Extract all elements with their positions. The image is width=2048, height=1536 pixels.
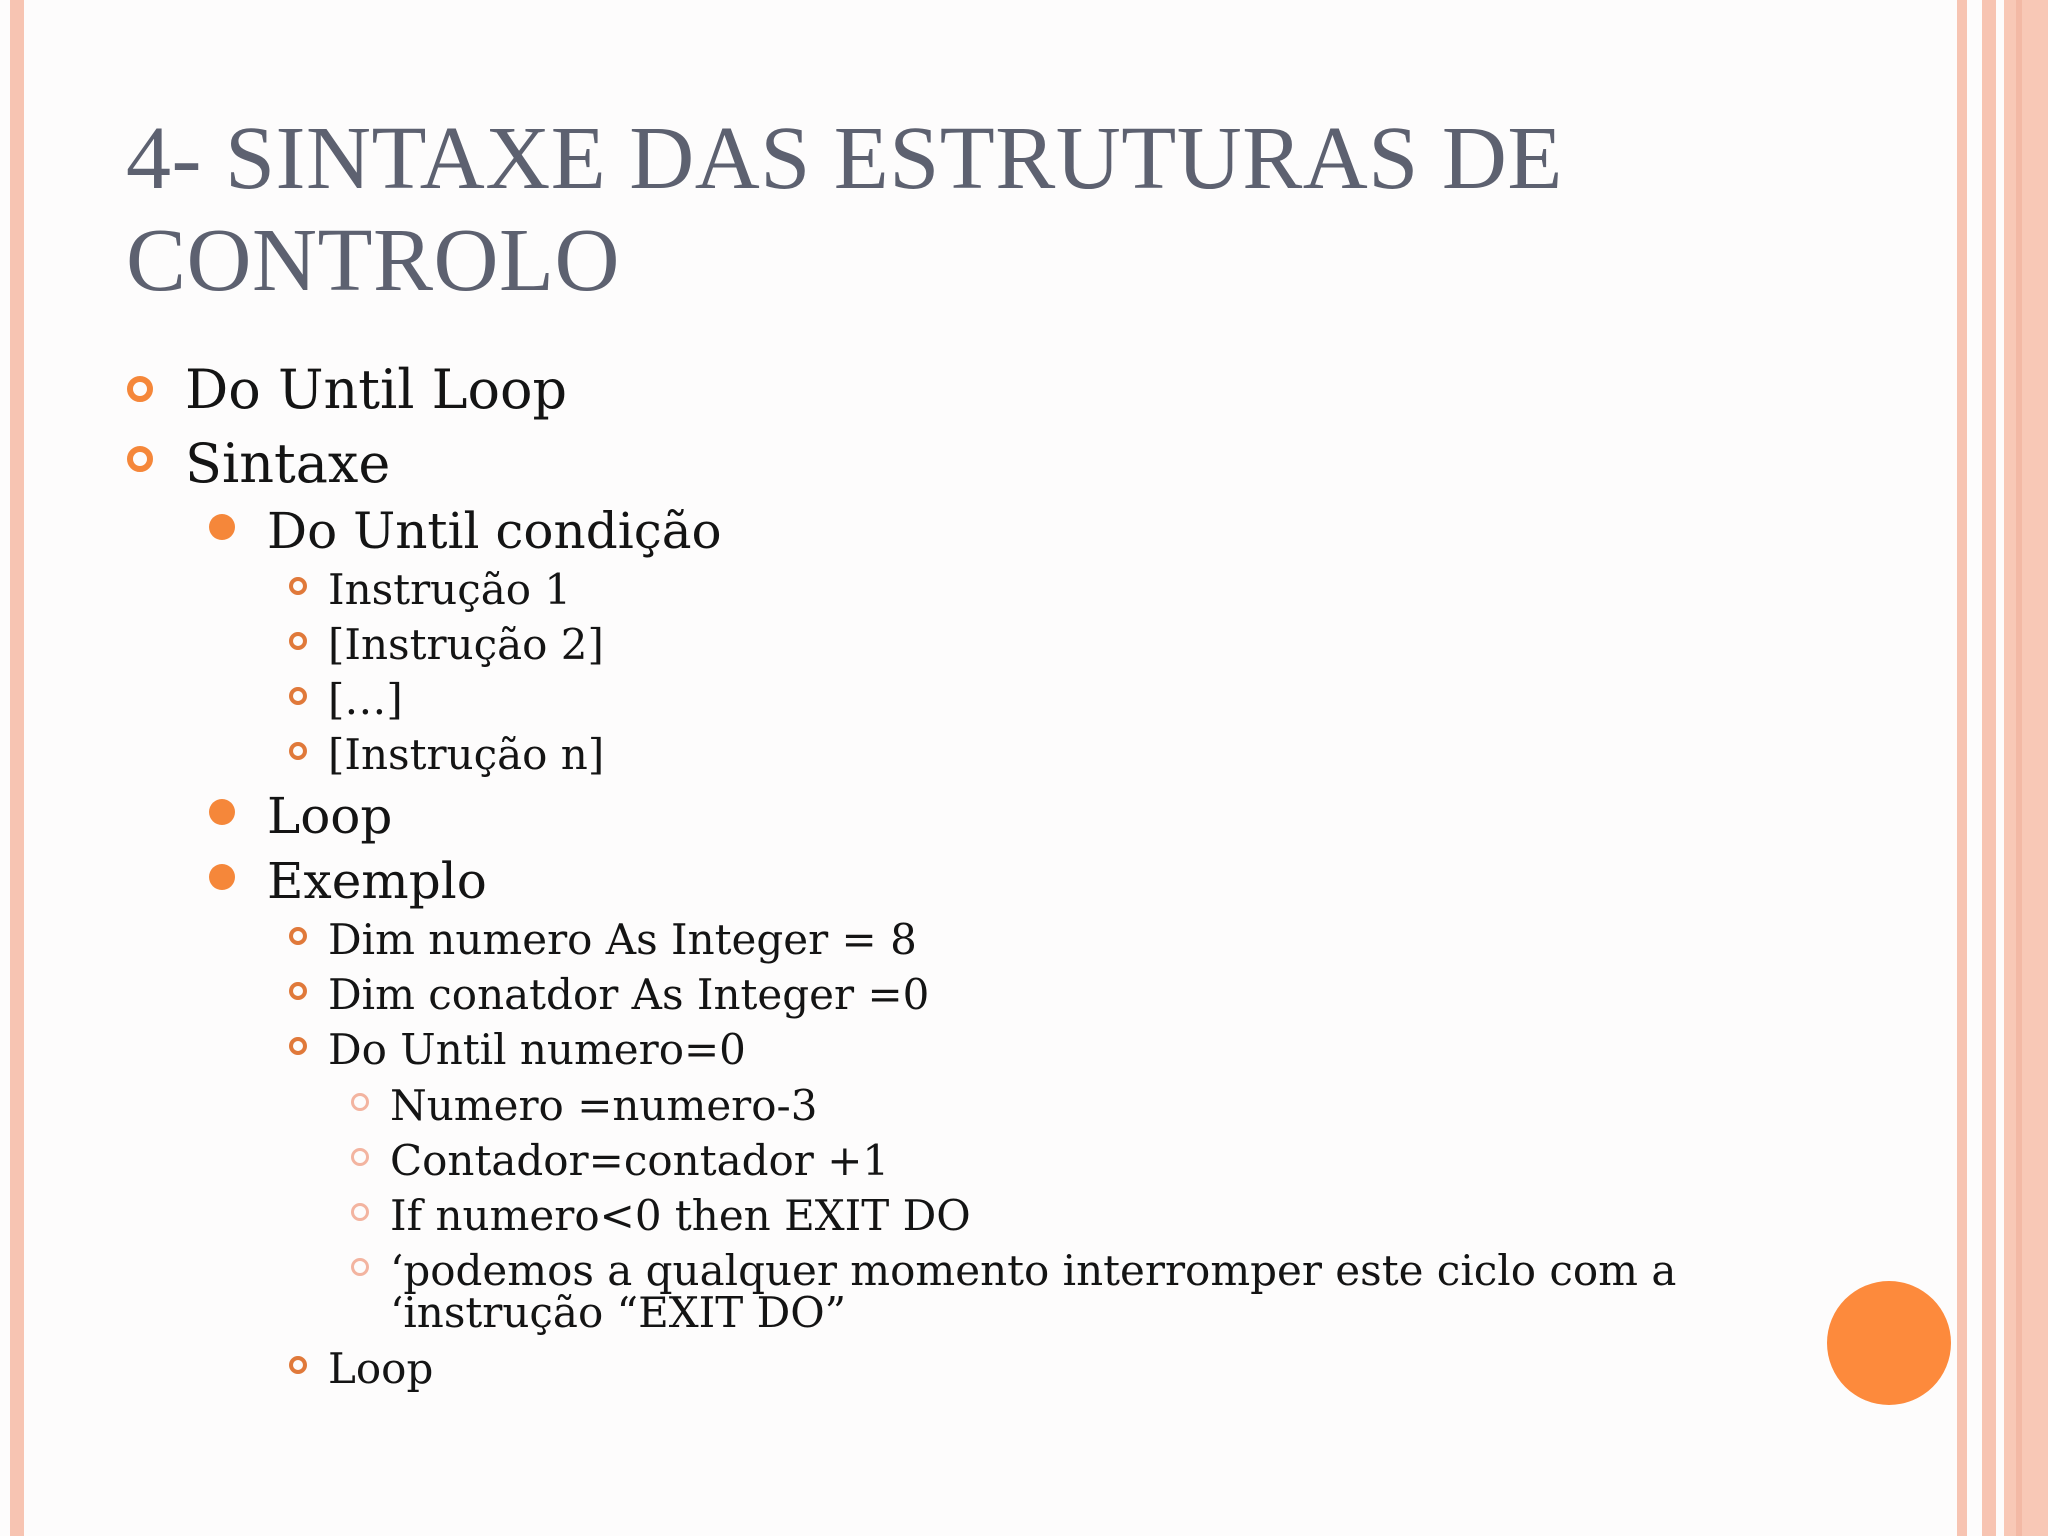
bullet-item-dim-numero [328, 915, 917, 965]
ring-bullet-icon [351, 1203, 369, 1221]
bullet-text: Contador=contador +1 [390, 1136, 890, 1185]
bullet-item-numero-menos-3 [390, 1081, 1690, 1130]
right-border-line [2016, 0, 2022, 1536]
ring-bullet-icon [289, 687, 307, 705]
bullet-text: If numero<0 then EXIT DO [390, 1191, 971, 1240]
bullet-text: Loop [328, 1344, 434, 1393]
bullet-text: Loop [267, 787, 393, 845]
ring-bullet-icon [351, 1258, 369, 1276]
bullet-item-if-exit-do [390, 1191, 1690, 1240]
bullet-text: [Instrução 2] [328, 620, 604, 669]
bullet-text: […] [328, 675, 403, 724]
bullet-text: Dim conatdor As Integer =0 [328, 970, 930, 1019]
dot-bullet-icon [209, 799, 235, 825]
bullet-item-do-until-numero [328, 1025, 746, 1075]
bullet-text: Numero =numero-3 [390, 1081, 818, 1130]
right-border-band [2004, 0, 2048, 1536]
ring-bullet-icon [289, 1356, 307, 1374]
bullet-text: Do Until condição [267, 502, 722, 560]
bullet-item-dim-contador [328, 970, 929, 1020]
bullet-item-instrucao-n [328, 730, 604, 780]
bullet-item-do-until-condicao [267, 501, 722, 561]
bullet-text: Dim numero As Integer = 8 [328, 915, 917, 964]
right-border-stripe [1982, 0, 1996, 1536]
bullet-item-instrucao-2 [328, 620, 604, 670]
ring-bullet-icon [127, 446, 153, 472]
bullet-text: Instrução 1 [328, 565, 572, 614]
bullet-item-exemplo [267, 851, 487, 911]
right-border-stripe [1957, 0, 1967, 1536]
bullet-text: Do Until numero=0 [328, 1025, 746, 1074]
bullet-text: Do Until Loop [185, 358, 568, 421]
bullet-text: ‘podemos a qualquer momento interromper este ciclo com a ‘instrução “EXIT DO” [390, 1246, 1677, 1337]
ring-bullet-icon [289, 742, 307, 760]
decorative-circle [1827, 1281, 1951, 1405]
dot-bullet-icon [209, 864, 235, 890]
ring-bullet-icon [289, 927, 307, 945]
bullet-item-comment [390, 1246, 1690, 1337]
ring-bullet-icon [351, 1093, 369, 1111]
ring-bullet-icon [127, 376, 153, 402]
dot-bullet-icon [209, 514, 235, 540]
ring-bullet-icon [289, 1037, 307, 1055]
bullet-item-loop-end [328, 1344, 433, 1394]
bullet-text: Sintaxe [185, 432, 391, 495]
slide-title: 4- SINTAXE DAS ESTRUTURAS DE CONTROLO [126, 109, 1563, 310]
bullet-item-ellipsis [328, 675, 403, 725]
bullet-item-loop [267, 786, 392, 846]
bullet-item-sintaxe [185, 432, 390, 496]
left-border-stripe [10, 0, 24, 1536]
bullet-item-instrucao-1 [328, 565, 571, 615]
bullet-text: [Instrução n] [328, 730, 605, 779]
ring-bullet-icon [351, 1148, 369, 1166]
bullet-text: Exemplo [267, 852, 487, 910]
ring-bullet-icon [289, 577, 307, 595]
ring-bullet-icon [289, 982, 307, 1000]
ring-bullet-icon [289, 632, 307, 650]
bullet-item-do-until-loop [185, 358, 567, 422]
bullet-item-contador-mais-1 [390, 1136, 1690, 1185]
